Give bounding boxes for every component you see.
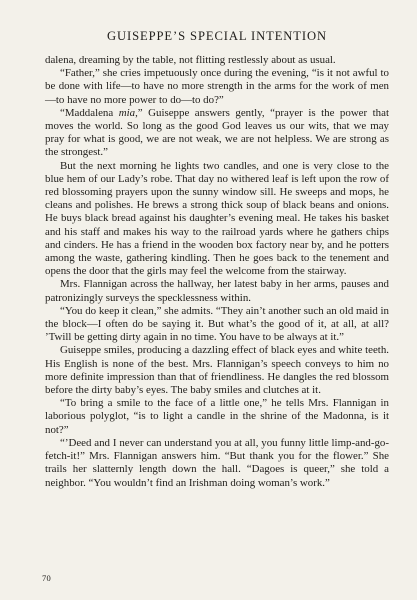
running-head: GUISEPPE’S SPECIAL INTENTION [107, 29, 327, 43]
body-text [45, 54, 389, 490]
paragraph: “You do keep it clean,” she admits. “They ain’t another such an old maid in the block—I often do be saying it. But what’s the good of it, at all, at all? ’Twill be getting dirty again in no time. You have to be always at it.” [45, 304, 389, 344]
paragraph: “Father,” she cries impetuously once during the evening, “is it not awful to be done with life—to have no more strength in the arms for the work of men—to have no more power to do—to do?” [45, 67, 389, 106]
paragraph: “’Deed and I never can understand you at all, you funny little limp-and-go-fetch-it!” Mrs. Flannigan answers him. “But thank you for the flower.” She trails her slatternly length down the hall. “Dagoes is queer,” she told a neighbor. “You wouldn’t find an Irishman doing woman’s work.” [45, 436, 389, 489]
italic-word: mia [118, 106, 136, 119]
paragraph: dalena, dreaming by the table, not flitting restlessly about as usual. [45, 54, 336, 66]
page-number: 70 [42, 573, 52, 583]
paragraph-text: “Maddalena [60, 106, 119, 119]
paragraph: Mrs. Flannigan across the hallway, her latest baby in her arms, pauses and patronizingly surveys the specklessness within. [45, 278, 389, 304]
paragraph-text: ,” Guiseppe answers gently, “prayer is the power that moves the world. So long as the good God leaves us our wits, that we may pray for what is good, we are not weak, we are not helpless. We are strong as the strongest.” [45, 106, 389, 159]
paragraph: But the next morning he lights two candles, and one is very close to the blue hem of our Lady’s robe. That day no withered leaf is left upon the row of red blossoming prayers upon the sunny window sill. He sweeps and mops, he cleans and polishes. He brews a strong thick soup of black beans and onions. He buys black bread against his daughter’s evening meal. He takes his basket and his staff and makes his way to the railroad yards where he gathers chips and cinders. He has a friend in the wooden box factory near by, and he potters among the waste, gathering kindling. Then he goes back to the tenement and opens the door that the girls may feel the welcome from the stairway. [45, 159, 389, 278]
paragraph [45, 107, 389, 160]
paragraph: Guiseppe smiles, producing a dazzling effect of black eyes and white teeth. His English is none of the best. Mrs. Flannigan’s speech conveys to him no more definite impression than that of friendliness. He dangles the red blossom before the dirty baby’s eyes. The baby smiles and clutches at it. [45, 344, 389, 397]
paragraph: “To bring a smile to the face of a little one,” he tells Mrs. Flannigan in laborious polyglot, “is to light a candle in the shrine of the Madonna, is it not?” [45, 397, 389, 436]
